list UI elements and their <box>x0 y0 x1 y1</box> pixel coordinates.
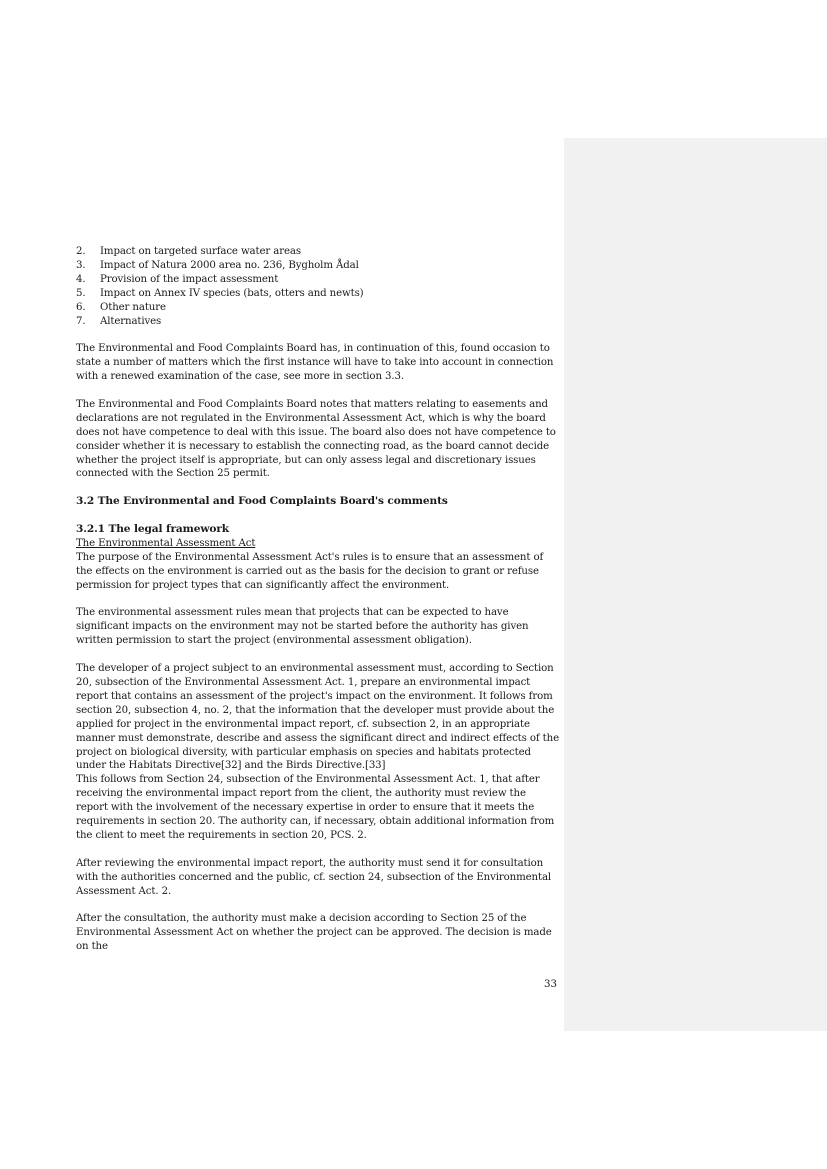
list-item <box>76 287 560 301</box>
list-item-text: Provision of the impact assessment <box>100 273 279 285</box>
list-item-number: 7. <box>76 315 86 327</box>
list-item <box>76 273 560 287</box>
numbered-list <box>76 245 560 328</box>
list-item-text: Impact on targeted surface water areas <box>100 246 301 257</box>
page-content <box>76 245 560 954</box>
list-item-number: 3. <box>76 259 86 271</box>
list-item-text: Impact of Natura 2000 area no. 236, Bygholm Ådal <box>100 259 359 271</box>
list-item-number: 4. <box>76 273 86 285</box>
list-item <box>76 301 560 315</box>
paragraph-purpose: The purpose of the Environmental Assessment Act's rules is to ensure that an assessment of the effects on the environment is carried out as the basis for the decision to grant or refuse permission for project types that can significantly affect the environment. <box>76 551 544 591</box>
page-number: 33 <box>544 979 557 990</box>
list-item-number: 2. <box>76 246 86 257</box>
paragraph-assessment-rules: The environmental assessment rules mean that projects that can be expected to have significant impacts on the environment may not be started before the authority has given written permission to start the project (environmental assessment obligation). <box>76 607 529 647</box>
list-item-number: 6. <box>76 301 86 313</box>
list-item <box>76 259 560 273</box>
paragraph-consultation: After reviewing the environmental impact report, the authority must send it for consultation with the authorities concerned and the public, cf. section 24, subsection of the Environmental Assessment Act. 2. <box>76 857 552 897</box>
paragraph-developer: The developer of a project subject to an environmental assessment must, according to Section 20, subsection of the Environmental Assessment Act. 1, prepare an environmental impact report that contains an assessment of the project's impact on the environment. It follows from section 20, subsection 4, no. 2, that the information that the developer must provide about the applied for project in the environmental impact report, cf. subsection 2, in an appropriate manner must demonstrate, describe and assess the significant direct and indirect effects of the project on biological diversity, with particular emphasis on species and habitats protected under the Habitats Directive[32] and the Birds Directive.[33] <box>76 663 559 772</box>
subsection-underlined-title: The Environmental Assessment Act <box>76 537 256 549</box>
list-item <box>76 245 560 259</box>
subsection-heading: 3.2.1 The legal framework <box>76 523 229 536</box>
paragraph-decision: After the consultation, the authority must make a decision according to Section 25 of the Environmental Assessment Act on whether the project can be approved. The decision is made on the <box>76 913 552 953</box>
list-item <box>76 315 560 329</box>
list-item-number: 5. <box>76 287 86 299</box>
paragraph-renewed-examination: The Environmental and Food Complaints Board has, in continuation of this, found occasion to state a number of matters which the first instance will have to take into account in connection with a renewed examination of the case, see more in section 3.3. <box>76 343 554 383</box>
list-item-text: Impact on Annex IV species (bats, otters and newts) <box>100 287 364 299</box>
paragraph-easements: The Environmental and Food Complaints Board notes that matters relating to easements and declarations are not regulated in the Environmental Assessment Act, which is why the board does not have competence to deal with this issue. The board also does not have competence to consider whether it is necessary to establish the connecting road, as the board cannot decide whether the project itself is appropriate, but can only assess legal and discretionary issues connected with the Section 25 permit. <box>76 398 556 480</box>
comment-pane <box>564 138 827 1031</box>
list-item-text: Alternatives <box>100 315 162 327</box>
paragraph-section-24: This follows from Section 24, subsection of the Environmental Assessment Act. 1, that after receiving the environmental impact report from the client, the authority must review the report with the involvement of the necessary expertise in order to ensure that it meets the requirements in section 20. The authority can, if necessary, obtain additional information from the client to meet the requirements in section 20, PCS. 2. <box>76 774 555 841</box>
section-heading: 3.2 The Environmental and Food Complaints Board's comments <box>76 495 448 508</box>
list-item-text: Other nature <box>100 301 166 313</box>
